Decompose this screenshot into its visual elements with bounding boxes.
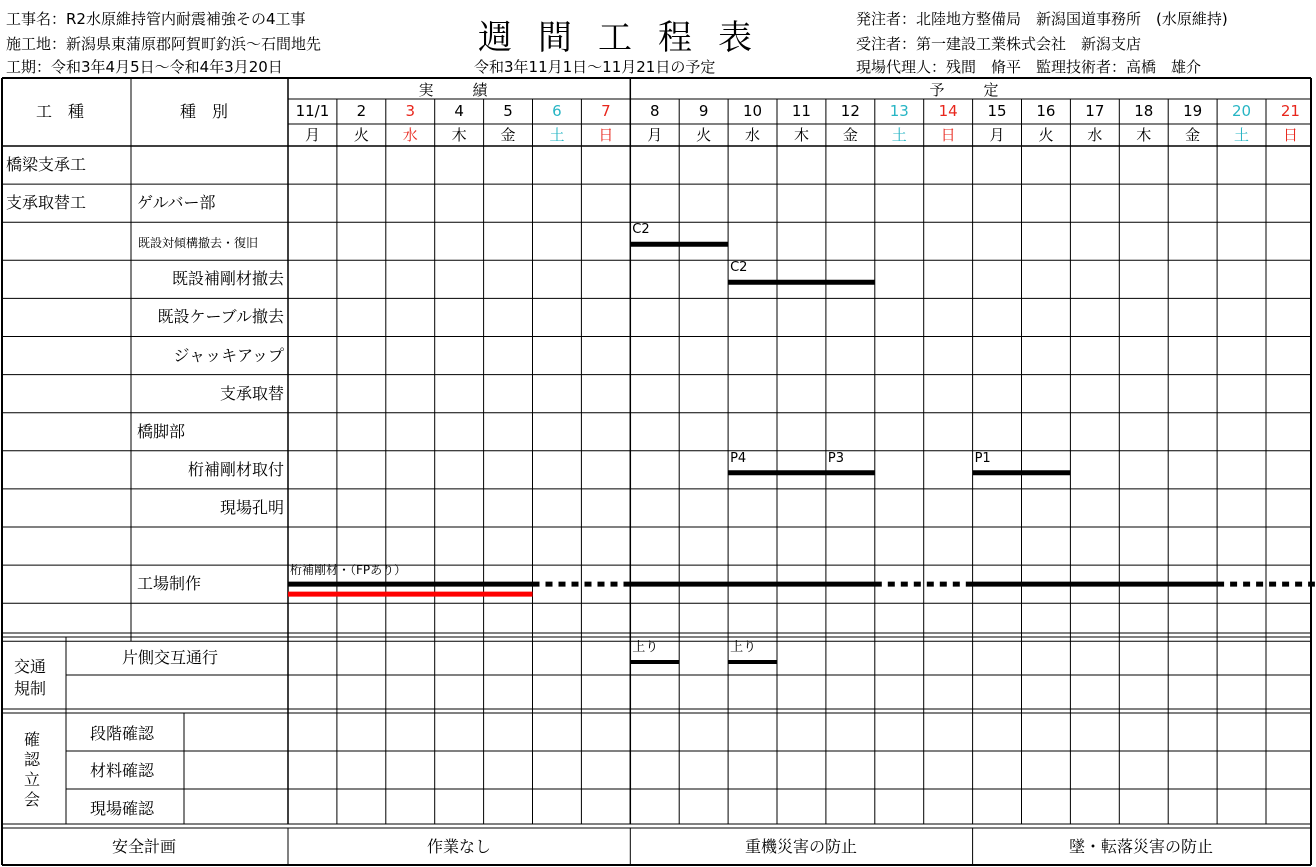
day-number: 21 [1280,102,1300,120]
traffic-label: 交通規制 [14,657,47,698]
row-category: 現場孔明 [219,497,284,517]
weekday: 木 [451,126,467,144]
actual-header: 実 績 [418,81,500,99]
day-number: 5 [503,102,513,120]
project-name: 工事名：R2水原維持管内耐震補強その4工事 [6,10,306,28]
day-number: 7 [601,102,611,120]
weekday: 火 [353,126,369,144]
day-number: 6 [552,102,562,120]
bar-tag: C2 [730,260,748,276]
weekday: 火 [1038,126,1054,144]
weekday: 水 [1087,126,1103,144]
schedule-period: 令和3年11月1日～11月21日の予定 [474,58,716,76]
row-work-type: 橋梁支承工 [6,155,87,174]
weekday: 月 [647,126,663,144]
weekday: 日 [1282,126,1298,144]
weekday: 土 [1234,126,1250,144]
inspection-label: 確認立会 [24,730,41,809]
row-category: 既設ケーブル撤去 [157,307,284,327]
weekday: 木 [793,126,809,144]
weekday: 金 [842,126,858,144]
planned-header: 予 定 [929,81,1011,99]
day-number: 2 [356,102,367,120]
row-category: 既設対傾構撤去・復旧 [138,236,259,251]
bar-tag: 上り [632,640,659,655]
weekday: 土 [891,126,907,144]
bar-tag: 桁補剛材・（FPあり） [290,563,407,578]
day-number: 8 [649,102,660,120]
day-number: 13 [889,102,909,120]
day-number: 10 [742,102,763,120]
weekday: 金 [1185,126,1201,144]
day-number: 16 [1036,102,1056,120]
site-agents: 現場代理人：残間 脩平 監理技術者：高橋 雄介 [856,58,1202,76]
day-number: 12 [840,102,860,120]
row-category: 支承取替 [219,383,284,403]
inspection-site: 現場確認 [90,799,155,818]
inspection-material: 材料確認 [90,761,155,780]
weekday: 日 [598,126,614,144]
row-category: 工場制作 [137,574,202,594]
row-category: 桁補剛材取付 [187,459,284,479]
traffic-item: 片側交互通行 [122,648,219,667]
bar-tag: C2 [632,222,650,238]
weekday: 日 [940,126,956,144]
work-type-header: 工 種 [36,102,85,121]
day-number: 11 [791,102,811,120]
day-number: 4 [454,102,464,120]
category-header: 種 別 [180,102,229,121]
safety-week2: 重機災害の防止 [744,837,857,856]
safety-plan-label: 安全計画 [111,837,176,856]
day-number: 20 [1231,102,1252,120]
weekday: 木 [1136,126,1152,144]
row-category: 橋脚部 [137,421,186,441]
weekday: 月 [304,126,320,144]
work-term: 工期：令和3年4月5日～令和4年3月20日 [6,58,283,76]
bar-tag: P4 [730,450,747,466]
row-work-type: 支承取替工 [6,193,87,213]
weekday: 月 [989,126,1005,144]
bar-tag: P3 [827,450,845,466]
weekday: 水 [745,126,761,144]
row-category: 既設補剛材撤去 [171,269,284,289]
day-number: 14 [938,102,958,120]
day-number: 18 [1134,102,1154,120]
inspection-stage: 段階確認 [90,724,155,743]
weekday: 火 [696,126,712,144]
weekday: 土 [549,126,565,144]
day-number: 17 [1085,102,1105,120]
bar-tag: 上り [730,640,757,655]
safety-week1: 作業なし [426,837,491,856]
day-number: 19 [1183,102,1203,120]
bar-tag: P1 [974,450,991,466]
site-location: 施工地：新潟県東蒲原郡阿賀町釣浜～石間地先 [6,35,322,53]
day-number: 15 [987,102,1007,120]
orderer: 発注者：北陸地方整備局 新潟国道事務所 (水原維持) [856,10,1228,28]
page-title: 週間工程表 [478,18,778,58]
day-number: 11/1 [295,102,330,120]
day-number: 3 [405,102,416,120]
contractor: 受注者：第一建設工業株式会社 新潟支店 [856,35,1142,53]
day-number: 9 [698,102,709,120]
weekday: 金 [500,126,516,144]
safety-week3: 墜・転落災害の防止 [1068,837,1213,856]
row-category: ゲルバー部 [137,193,216,213]
weekday: 水 [402,126,418,144]
row-category: ジャッキアップ [173,345,284,365]
